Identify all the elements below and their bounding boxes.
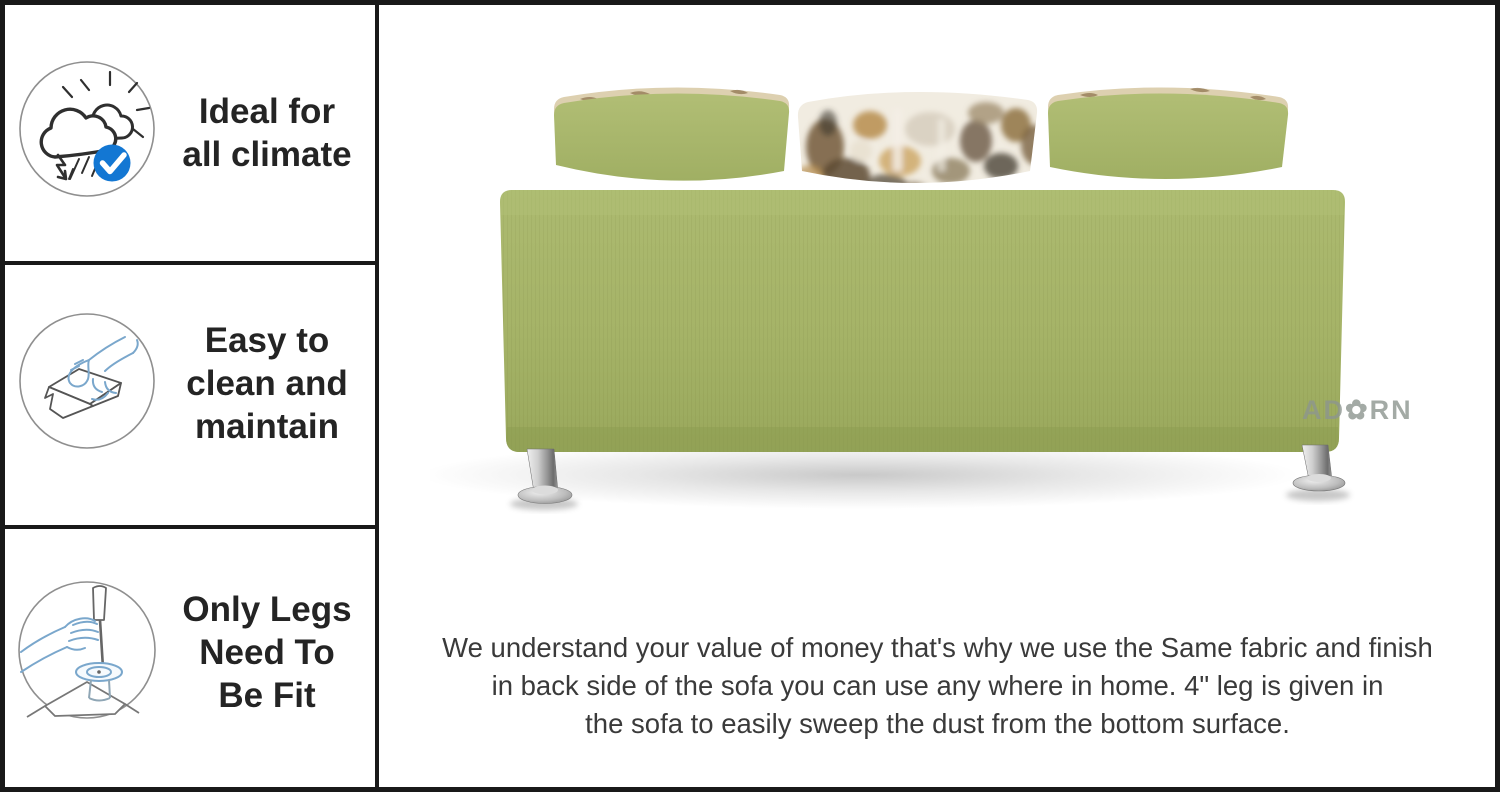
feature-line: Be Fit (218, 675, 316, 715)
feature-line: Need To (199, 632, 335, 672)
sofa-body (500, 190, 1345, 452)
feature-label-legs (165, 588, 375, 717)
feature-box-climate (5, 5, 375, 261)
feature-line: clean and (186, 363, 348, 403)
feature-label-clean (165, 319, 375, 448)
sofa-product-image (430, 55, 1500, 575)
feature-divider-1 (0, 261, 379, 265)
screwdriver (93, 586, 106, 668)
easy-clean-hand-sponge-icon (5, 307, 165, 460)
feature-line: all climate (182, 135, 352, 174)
feature-label-climate (165, 90, 375, 176)
adorn-brand-watermark: AD✿RN (1302, 395, 1413, 425)
pillow-middle-floral (797, 92, 1049, 200)
feature-line: maintain (195, 406, 339, 446)
caption-line: the sofa to easily sweep the dust from the bottom surface. (585, 708, 1290, 739)
pillow-right-green (1048, 93, 1288, 179)
sponge (45, 369, 121, 418)
all-climate-weather-icon (5, 57, 165, 210)
caption-line: in back side of the sofa you can use any where in home. 4" leg is given in (491, 670, 1384, 701)
leg-fitting-screwdriver-icon (5, 576, 165, 729)
column-divider (375, 0, 379, 792)
feature-line: Easy to (204, 320, 330, 360)
pillow-left-green (554, 93, 789, 180)
feature-divider-2 (0, 525, 379, 529)
feature-line: Ideal for (198, 92, 336, 131)
feature-line: Only Legs (182, 589, 352, 629)
caption-line: We understand your value of money that's why we use the Same fabric and finish (442, 632, 1433, 663)
product-caption (385, 629, 1490, 743)
flower-icon: ✿ (1345, 395, 1370, 425)
sofa-corner (27, 682, 139, 717)
rain-lines (69, 157, 97, 179)
storm-arrow (57, 155, 66, 179)
feature-box-clean (5, 265, 375, 525)
blue-check-badge (94, 144, 131, 181)
feature-box-legs (5, 529, 375, 787)
